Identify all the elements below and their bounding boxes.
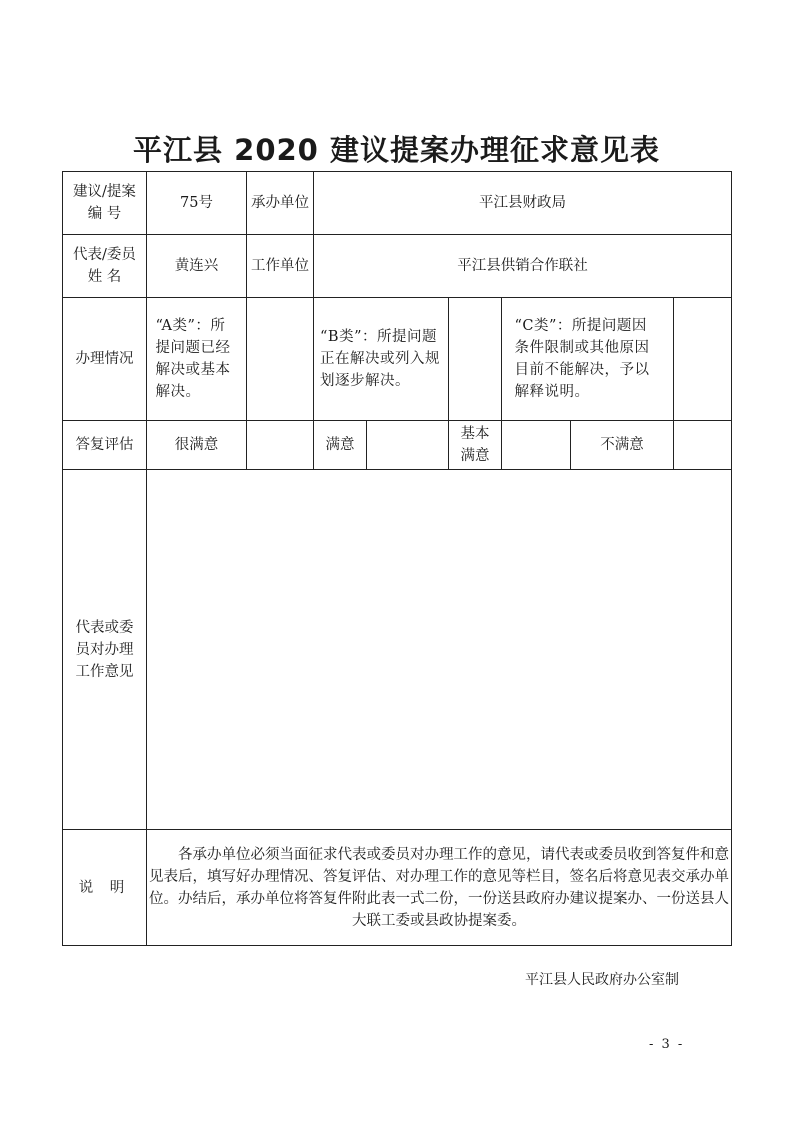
handling-unit-label: 承办单位	[251, 195, 309, 211]
category-c-cell	[502, 298, 674, 421]
handling-unit-value-cell[interactable]	[314, 172, 732, 235]
proposal-number-label: 建议/提案编 号	[73, 184, 136, 222]
basically-satisfied-cell	[449, 421, 502, 470]
row-handling-status	[63, 298, 732, 421]
proposal-number-value-cell[interactable]	[147, 172, 247, 235]
category-a-text: “A类”：所提问题已经解决或基本解决。	[155, 318, 231, 400]
reply-evaluation-label-cell	[63, 421, 147, 470]
satisfied-check-cell[interactable]	[367, 421, 449, 470]
work-unit-label: 工作单位	[251, 258, 309, 274]
work-unit-value-cell[interactable]	[314, 235, 732, 298]
basically-satisfied-check-cell[interactable]	[502, 421, 571, 470]
reply-evaluation-label: 答复评估	[75, 437, 134, 453]
handling-status-label: 办理情况	[75, 351, 134, 367]
row-opinion	[63, 470, 732, 830]
category-b-cell	[314, 298, 449, 421]
category-a-check-cell[interactable]	[247, 298, 314, 421]
row-representative-name	[63, 235, 732, 298]
category-c-check-cell[interactable]	[674, 298, 732, 421]
very-satisfied-label: 很满意	[174, 437, 219, 453]
unsatisfied-check-cell[interactable]	[674, 421, 732, 470]
representative-name-value: 黄连兴	[174, 258, 219, 274]
instructions-content-cell	[147, 830, 732, 946]
handling-unit-value: 平江县财政局	[479, 195, 567, 211]
satisfied-cell	[314, 421, 367, 470]
proposal-number-label-cell	[63, 172, 147, 235]
work-unit-value: 平江县供销合作联社	[457, 258, 588, 274]
instructions-label: 说 明	[78, 879, 131, 896]
row-proposal-number	[63, 172, 732, 235]
representative-name-cell[interactable]	[147, 235, 247, 298]
opinion-label: 代表或委员对办理工作意见	[75, 619, 134, 680]
proposal-number-value: 75号	[180, 195, 213, 211]
representative-label-cell	[63, 235, 147, 298]
row-reply-evaluation	[63, 421, 732, 470]
basically-satisfied-label: 基本满意	[460, 426, 490, 464]
page-title: 平江县 2020 建议提案办理征求意见表	[133, 133, 660, 167]
work-unit-label-cell	[247, 235, 314, 298]
category-b-check-cell[interactable]	[449, 298, 502, 421]
satisfied-label: 满意	[325, 437, 355, 453]
feedback-form-table	[62, 171, 732, 946]
unsatisfied-cell	[571, 421, 674, 470]
opinion-input-area[interactable]	[147, 470, 732, 830]
instructions-label-cell	[63, 830, 147, 946]
category-c-text: “C类”：所提问题因条件限制或其他原因目前不能解决，予以解释说明。	[514, 318, 650, 400]
unsatisfied-label: 不满意	[600, 437, 644, 453]
category-a-cell	[147, 298, 247, 421]
page-number: - 3 -	[649, 1037, 685, 1052]
issuer-footer: 平江县人民政府办公室制	[525, 972, 679, 988]
category-b-text: “B类”：所提问题正在解决或列入规划逐步解决。	[320, 329, 440, 389]
representative-label: 代表/委员姓 名	[73, 247, 136, 285]
instructions-content: 各承办单位必须当面征求代表或委员对办理工作的意见，请代表或委员收到答复件和意见表后，填写好办理情况、答复评估、对办理工作的意见等栏目，签名后将意见表交承办单位。办结后，承办单位将答复件附此表一式二份，一份送县政府办建议提案办、一份送县人大联工委或县政协提案委。	[149, 846, 730, 929]
row-instructions	[63, 830, 732, 946]
very-satisfied-check-cell[interactable]	[247, 421, 314, 470]
handling-unit-label-cell	[247, 172, 314, 235]
handling-status-label-cell	[63, 298, 147, 421]
very-satisfied-cell	[147, 421, 247, 470]
opinion-label-cell	[63, 470, 147, 830]
